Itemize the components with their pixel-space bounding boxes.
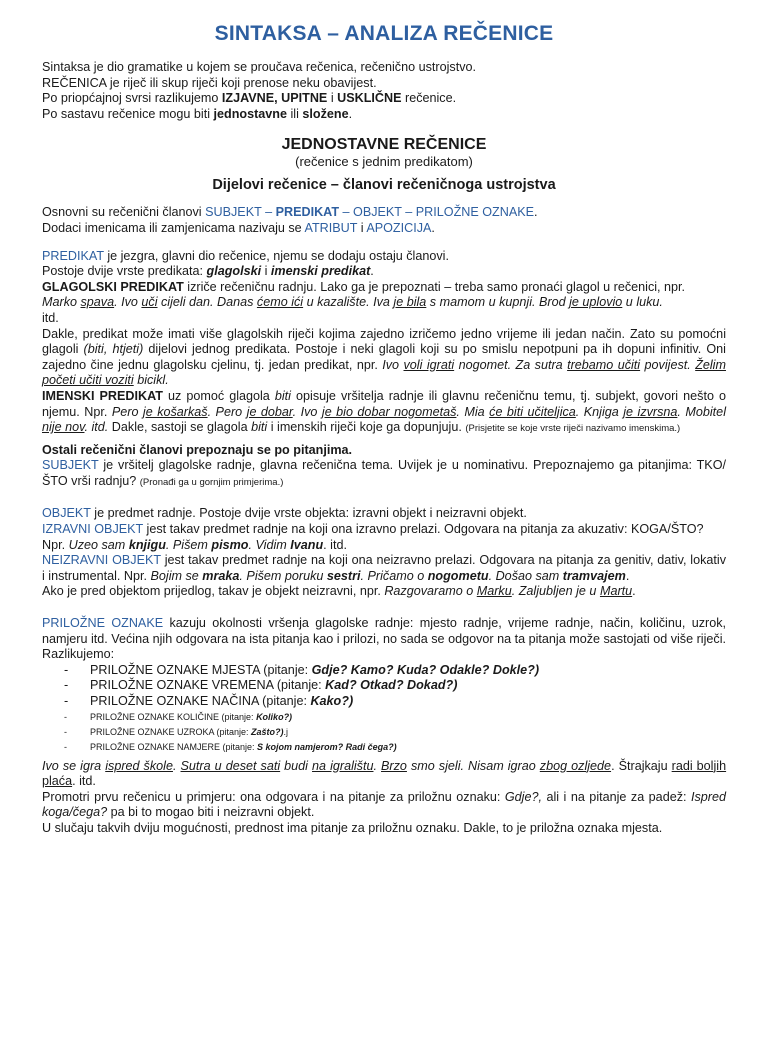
predikat-block (42, 249, 726, 437)
intro-block (42, 60, 726, 122)
prilozne-conclusion: U slučaju takvih dviju mogućnosti, prednost ima pitanje za priložnu oznaku. Dakle, to je priložna oznaka mjesta. (42, 820, 663, 835)
ostali-heading: Ostali rečenični članovi prepoznaju se po pitanjima. (42, 442, 353, 457)
neizravni-objekt-def: NEIZRAVNI OBJEKT jest takav predmet radnje na koji ona neizravno prelazi. Odgovara na pitanja za genitiv, dativ, lokativ i instrumental. Npr. Bojim se mraka. Pišem poruku sestri. Pričamo o nogometu. Došao sam tramvajem. (42, 553, 726, 583)
predikat-explanation: Dakle, predikat može imati više glagolskih riječi kojima zajedno izričemo jedno vrijeme ili jedan način. Zato su pomoćni glagoli (biti, htjeti) dijelovi jednog predikata. Postoje i neki glagoli koji su po smislu nepotpuni pa ih dopuni infinitiv. Oni zajedno čine jednu glagolsku cjelinu, tj. jedan predikat, npr. Ivo voli igrati nogomet. Za sutra trebamo učiti povijest. Želim početi učiti voziti bicikl. (42, 326, 726, 388)
page-title: SINTAKSA – ANALIZA REČENICE (214, 22, 554, 45)
section-subheading: (rečenice s jednim predikatom) (295, 154, 473, 170)
objekt-block (42, 506, 726, 600)
ostali-block (42, 443, 726, 491)
intro-line-4: Po sastavu rečenice mogu biti jednostavne ili složene. (42, 106, 353, 121)
glagolski-examples: Marko spava. Ivo uči cijeli dan. Danas ćemo ići u kazalište. Iva je bila s mamom u kupnji. Brod je uplovio u luku. (42, 295, 663, 310)
list-item: - PRILOŽNE OZNAKE NAČINA (pitanje: Kako?) (64, 694, 726, 710)
predikat-types: Postoje dvije vrste predikata: glagolski i imenski predikat. (42, 264, 374, 279)
prilozne-explanation: Promotri prvu rečenicu u primjeru: ona odgovara i na pitanje za priložnu oznaku: Gdje?, ali i na pitanje za padež: Ispred koga/čega? pa bi to mogao biti i neizravni objekt. (42, 789, 726, 820)
objekt-def: OBJEKT je predmet radnje. Postoje dvije vrste objekta: izravni objekt i neizravni objekt. (42, 506, 527, 521)
list-item: - PRILOŽNE OZNAKE KOLIČINE (pitanje: Koliko?) (64, 710, 726, 725)
imenski-def: IMENSKI PREDIKAT uz pomoć glagola biti opisuje vršitelja radnje ili glavnu rečeničnu temu, tj. subjekt, govori nešto o njemu. Npr. Pero je košarkaš. Pero je dobar. Ivo je bio dobar nogometaš. Mia će biti učiteljica. Knjiga je izvrsna. Mobitel nije nov. itd. Dakle, sastoji se glagola biti i imenskih riječi koje ga dopunjuju. (Prisjetite se koje vrste riječi nazivamo imenskima.) (42, 388, 726, 435)
members-block (42, 205, 726, 236)
section-heading: JEDNOSTAVNE REČENICE (281, 136, 487, 154)
list-item: - PRILOŽNE OZNAKE VREMENA (pitanje: Kad? Otkad? Dokad?) (64, 678, 726, 694)
prilozne-def: PRILOŽNE OZNAKE kazuju okolnosti vršenja glagolske radnje: mjesto radnje, vrijeme radnje, način, količinu, uzrok, namjeru itd. Većina njih odgovara na ista pitanja kao i prilozi, no sada se odgovor na ta pitanja može sastojati od više riječi. Razlikujemo: (42, 616, 726, 662)
list-item: - PRILOŽNE OZNAKE NAMJERE (pitanje: S kojom namjerom? Radi čega?) (64, 740, 726, 755)
izravni-objekt-examples: Npr. Uzeo sam knjigu. Pišem pismo. Vidim Ivanu. itd. (42, 537, 347, 552)
list-item: - PRILOŽNE OZNAKE MJESTA (pitanje: Gdje? Kamo? Kuda? Odakle? Dokle?) (64, 663, 726, 679)
members-line-1: Osnovni su rečenični članovi SUBJEKT – PREDIKAT – OBJEKT – PRILOŽNE OZNAKE. (42, 205, 538, 220)
subjekt-def: SUBJEKT je vršitelj glagolske radnje, glavna rečenična tema. Uvijek je u nominativu. Prepoznajemo ga pitanjima: TKO/ŠTO vrši radnju? (Pronađi ga u gornjim primjerima.) (42, 458, 726, 488)
members-line-2: Dodaci imenicama ili zamjenicama nazivaju se ATRIBUT i APOZICIJA. (42, 220, 435, 235)
glagolski-itd: itd. (42, 310, 59, 325)
parts-heading: Dijelovi rečenice – članovi rečeničnoga ustrojstva (212, 177, 556, 194)
document-page (0, 22, 768, 1046)
prijedlog-rule: Ako je pred objektom prijedlog, takav je objekt neizravni, npr. Razgovaramo o Marku. Zaljubljen je u Martu. (42, 584, 636, 599)
intro-line-1: Sintaksa je dio gramatike u kojem se proučava rečenica, rečenično ustrojstvo. (42, 60, 476, 74)
list-item: - PRILOŽNE OZNAKE UZROKA (pitanje: Zašto?).j (64, 725, 726, 740)
intro-line-2: REČENICA je riječ ili skup riječi koji prenose neku obavijest. (42, 75, 377, 90)
intro-line-3: Po priopćajnoj svrsi razlikujemo IZJAVNE, UPITNE i USKLIČNE rečenice. (42, 91, 457, 106)
prilozne-block (42, 616, 726, 837)
prilozne-list (42, 663, 726, 755)
predikat-def: PREDIKAT je jezgra, glavni dio rečenice, njemu se dodaju ostaju članovi. (42, 248, 449, 263)
izravni-objekt-def: IZRAVNI OBJEKT jest takav predmet radnje na koji ona izravno prelazi. Odgovara na pitanja za akuzativ: KOGA/ŠTO? (42, 522, 704, 537)
glagolski-def: GLAGOLSKI PREDIKAT izriče rečeničnu radnju. Lako ga je prepoznati – treba samo pronaći glagol u rečenici, npr. (42, 279, 686, 294)
prilozne-examples: Ivo se igra ispred škole. Sutra u deset sati budi na igralištu. Brzo smo sjeli. Nisam igrao zbog ozljede. Štrajkaju radi boljih plaća. itd. (42, 758, 727, 789)
